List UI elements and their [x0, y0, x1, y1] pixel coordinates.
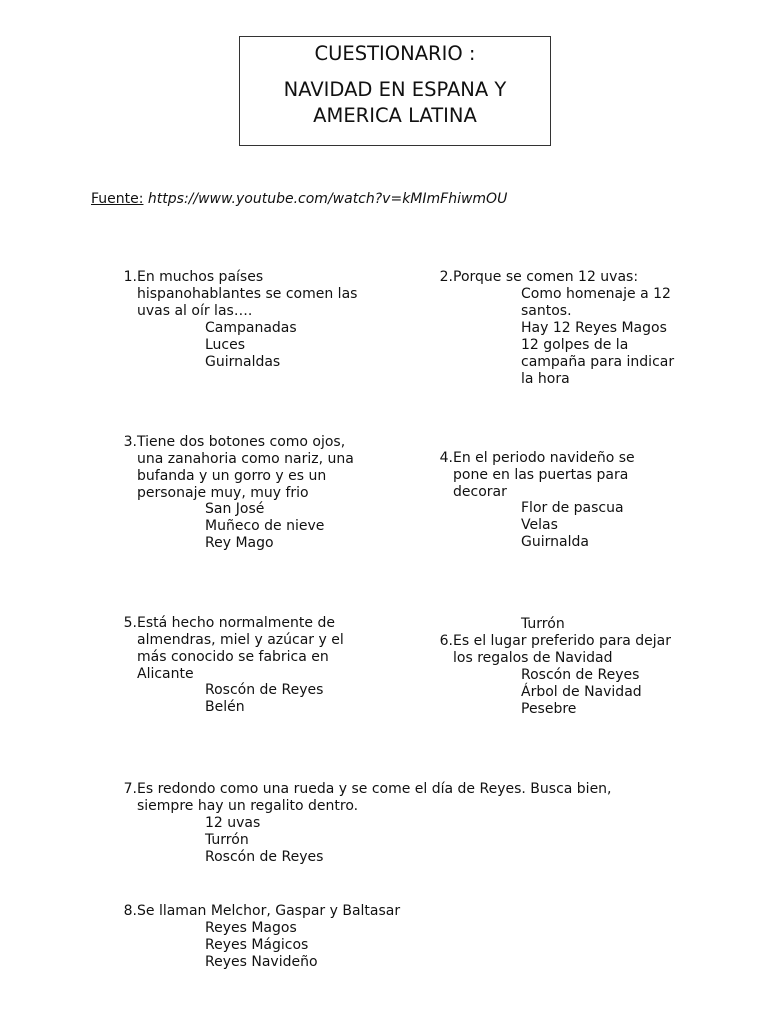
option-list — [205, 920, 355, 971]
option: Hay 12 Reyes Magos — [521, 320, 667, 336]
question-number: 3. — [123, 434, 137, 450]
question-number: 4. — [439, 450, 453, 466]
option: Roscón de Reyes — [205, 849, 324, 865]
option: Guirnaldas — [205, 354, 281, 370]
title-box — [239, 36, 551, 146]
option-list — [205, 815, 355, 866]
question-number: 6. — [439, 633, 453, 649]
option: 12 golpes de la campaña para indicar la hora — [521, 337, 675, 387]
question-number: 5. — [123, 615, 137, 631]
option-list — [205, 320, 355, 371]
stray-option: Turrón — [521, 616, 565, 632]
option: Pesebre — [521, 701, 577, 717]
option: Como homenaje a 12 santos. — [521, 286, 671, 319]
question-text: En el periodo navideño se pone en las puertas para decorar — [453, 450, 635, 500]
question-text: Porque se comen 12 uvas: — [453, 269, 639, 285]
question-text: Está hecho normalmente de almendras, miel y azúcar y el más conocido se fabrica en Alicante — [137, 615, 344, 682]
question-text: Es redondo como una rueda y se come el día de Reyes. Busca bien, siempre hay un regalito dentro. — [137, 781, 612, 814]
option: Luces — [205, 337, 246, 353]
question-text: Tiene dos botones como ojos, una zanahoria como nariz, una bufanda y un gorro y es un personaje muy, muy frio — [137, 434, 354, 501]
option: Campanadas — [205, 320, 297, 336]
question-text: En muchos países hispanohablantes se comen las uvas al oír las…. — [137, 269, 358, 319]
option: Muñeco de nieve — [205, 518, 325, 534]
option-list — [205, 501, 355, 552]
question-number: 1. — [123, 269, 137, 285]
title-line-1: CUESTIONARIO : — [314, 42, 476, 65]
option: Roscón de Reyes — [521, 667, 640, 683]
option: Turrón — [205, 832, 249, 848]
question-number: 8. — [123, 903, 137, 919]
question-number: 2. — [439, 269, 453, 285]
option: Velas — [521, 517, 558, 533]
option-list — [205, 682, 355, 716]
question-text: Es el lugar preferido para dejar los regalos de Navidad — [453, 633, 671, 666]
source-label: Fuente: — [91, 191, 144, 207]
option-list — [521, 667, 671, 718]
option: Roscón de Reyes — [205, 682, 324, 698]
question-text: Se llaman Melchor, Gaspar y Baltasar — [137, 903, 401, 919]
option: Flor de pascua — [521, 500, 624, 516]
question-number: 7. — [123, 781, 137, 797]
option: Belén — [205, 699, 245, 715]
source-url[interactable]: https://www.youtube.com/watch?v=kMImFhiwmOU — [147, 191, 508, 207]
option-list — [521, 286, 686, 388]
option: Reyes Mágicos — [205, 937, 309, 953]
option: Rey Mago — [205, 535, 274, 551]
title-line-2: NAVIDAD EN ESPANA Y — [283, 78, 507, 101]
option: Reyes Magos — [205, 920, 297, 936]
option-list — [521, 500, 671, 551]
option: 12 uvas — [205, 815, 261, 831]
option: San José — [205, 501, 265, 517]
source-line — [91, 189, 507, 209]
option: Reyes Navideño — [205, 954, 318, 970]
option: Árbol de Navidad — [521, 684, 642, 700]
option: Guirnalda — [521, 534, 589, 550]
title-line-3: AMERICA LATINA — [313, 104, 477, 127]
